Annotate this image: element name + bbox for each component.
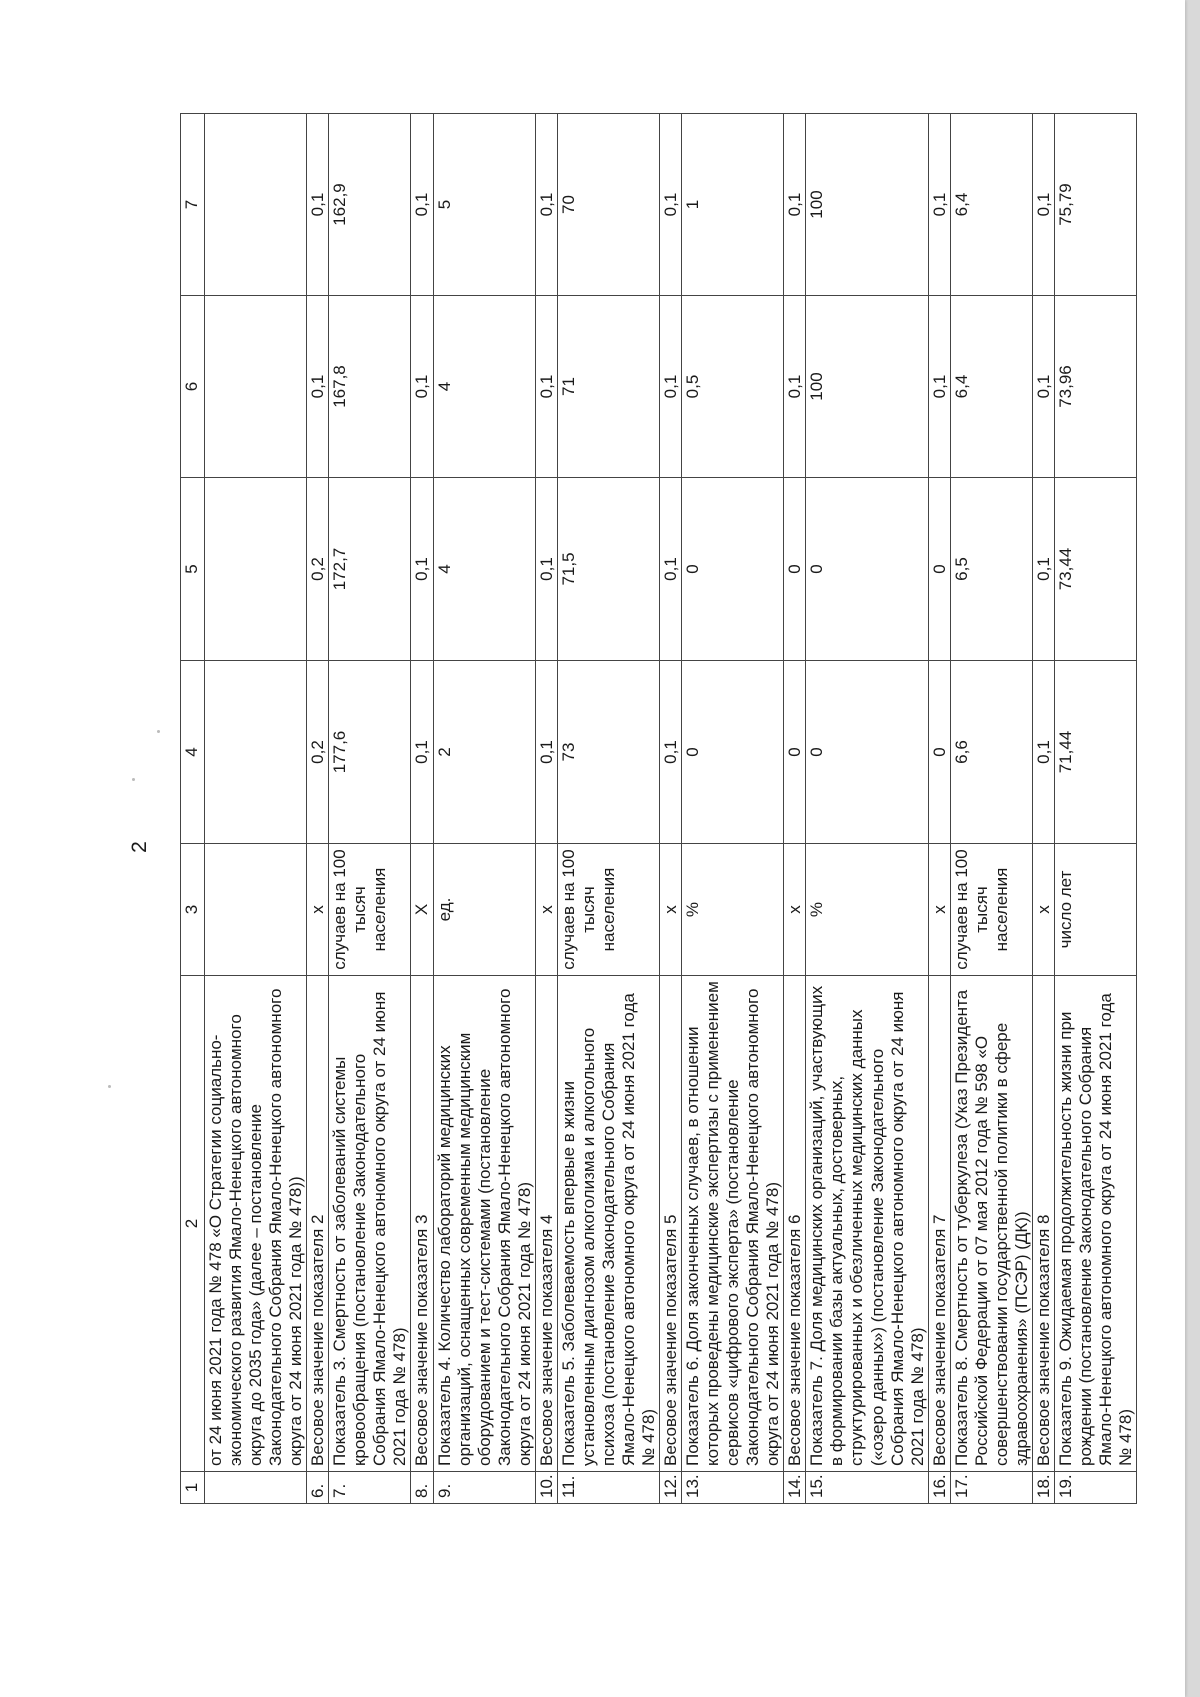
value-cell: 0,1 [784, 114, 806, 296]
table-header-row [181, 114, 205, 1504]
row-number-cell: 19. [1054, 1472, 1136, 1504]
unit-cell: x [660, 844, 682, 976]
indicator-name-cell: Весовое значение показателя 4 [535, 976, 557, 1472]
table-row [784, 114, 806, 1504]
table-row [205, 114, 307, 1504]
value-cell: 0,5 [682, 296, 784, 478]
unit-cell: x [1032, 844, 1054, 976]
value-cell: 4 [433, 478, 535, 661]
value-cell: 71,44 [1054, 661, 1136, 844]
value-cell: 6,5 [950, 478, 1032, 661]
scan-speck [157, 730, 160, 733]
table-row [557, 114, 659, 1504]
indicator-name-cell: Весовое значение показателя 2 [307, 976, 329, 1472]
unit-cell: случаев на 100 тысяч населения [329, 844, 411, 976]
unit-cell: x [928, 844, 950, 976]
table-row [411, 114, 433, 1504]
table-row [535, 114, 557, 1504]
value-cell: 0,1 [535, 114, 557, 296]
value-cell: 0,1 [307, 114, 329, 296]
row-number-cell: 16. [928, 1472, 950, 1504]
indicator-name-cell: Весовое значение показателя 7 [928, 976, 950, 1472]
value-cell: 0,1 [928, 296, 950, 478]
value-cell: 0,1 [1032, 478, 1054, 661]
header-cell: 5 [181, 478, 205, 661]
value-cell: 0,1 [660, 114, 682, 296]
value-cell: 0,1 [411, 296, 433, 478]
table-row [928, 114, 950, 1504]
row-number-cell: 7. [329, 1472, 411, 1504]
value-cell: 0,1 [660, 661, 682, 844]
unit-cell: x [784, 844, 806, 976]
value-cell [205, 661, 307, 844]
value-cell [205, 478, 307, 661]
header-cell: 1 [181, 1472, 205, 1504]
value-cell: 0,1 [1032, 114, 1054, 296]
value-cell [205, 296, 307, 478]
table-row [682, 114, 784, 1504]
value-cell: 0 [682, 478, 784, 661]
value-cell: 73 [557, 661, 659, 844]
unit-cell: x [307, 844, 329, 976]
value-cell: 0 [806, 478, 928, 661]
table-row [433, 114, 535, 1504]
value-cell: 0 [682, 661, 784, 844]
indicator-name-cell: Весовое значение показателя 3 [411, 976, 433, 1472]
header-cell: 6 [181, 296, 205, 478]
indicator-name-cell: Показатель 4. Количество лабораторий медицинских организаций, оснащенных современным медицинским оборудованием и тест-системами (постановление Законодательного Собрания Ямало-Ненецкого автономного округа от 24 июня 2021 года № 478) [433, 976, 535, 1472]
table-row [307, 114, 329, 1504]
unit-cell: число лет [1054, 844, 1136, 976]
value-cell: 0,2 [307, 478, 329, 661]
value-cell: 0,1 [660, 478, 682, 661]
row-number-cell: 6. [307, 1472, 329, 1504]
value-cell: 0,1 [535, 661, 557, 844]
value-cell: 0 [784, 661, 806, 844]
row-number-cell: 8. [411, 1472, 433, 1504]
value-cell: 172,7 [329, 478, 411, 661]
unit-cell: ед. [433, 844, 535, 976]
value-cell: 6,4 [950, 296, 1032, 478]
value-cell: 0,1 [928, 114, 950, 296]
indicator-name-cell: от 24 июня 2021 года № 478 «О Стратегии социально-экономического развития Ямало-Ненецкого автономного округа до 2035 года» (далее – постановление Законодательного Собрания Ямало-Ненецкого автономного округа от 24 июня 2021 года № 478)) [205, 976, 307, 1472]
header-cell: 7 [181, 114, 205, 296]
value-cell: 0,1 [660, 296, 682, 478]
value-cell: 0,2 [307, 661, 329, 844]
unit-cell [205, 844, 307, 976]
unit-cell: случаев на 100 тысяч населения [950, 844, 1032, 976]
value-cell: 0,1 [535, 478, 557, 661]
table-row [660, 114, 682, 1504]
indicator-name-cell: Показатель 9. Ожидаемая продолжительность жизни при рождении (постановление Законодательного Собрания Ямало-Ненецкого автономного округа от 24 июня 2021 года № 478) [1054, 976, 1136, 1472]
value-cell: 1 [682, 114, 784, 296]
value-cell: 0 [784, 478, 806, 661]
value-cell: 0,1 [411, 661, 433, 844]
value-cell: 4 [433, 296, 535, 478]
value-cell: 100 [806, 296, 928, 478]
header-cell: 2 [181, 976, 205, 1472]
indicator-name-cell: Весовое значение показателя 8 [1032, 976, 1054, 1472]
row-number-cell: 18. [1032, 1472, 1054, 1504]
unit-cell: % [682, 844, 784, 976]
header-cell: 4 [181, 661, 205, 844]
indicator-name-cell: Весовое значение показателя 6 [784, 976, 806, 1472]
table-row [1032, 114, 1054, 1504]
value-cell: 6,6 [950, 661, 1032, 844]
row-number-cell: 13. [682, 1472, 784, 1504]
value-cell: 2 [433, 661, 535, 844]
row-number-cell: 11. [557, 1472, 659, 1504]
rotated-table-container [180, 114, 1136, 1504]
row-number-cell: 14. [784, 1472, 806, 1504]
unit-cell: x [535, 844, 557, 976]
table-row [1054, 114, 1136, 1504]
indicator-name-cell: Показатель 8. Смертность от туберкулеза (Указ Президента Российской Федерации от 07 мая 2012 года № 598 «О совершенствовании государственной политики в сфере здравоохранения» (ПСЭР) (ДК)) [950, 976, 1032, 1472]
header-cell: 3 [181, 844, 205, 976]
indicator-name-cell: Показатель 7. Доля медицинских организаций, участвующих в формировании базы актуальных, достоверных, структурированных и обезличенных медицинских данных («озеро данных») (постановление Законодательного Собрания Ямало-Ненецкого автономного округа от 24 июня 2021 года № 478) [806, 976, 928, 1472]
value-cell: 0,1 [411, 478, 433, 661]
table-body [181, 114, 1137, 1504]
row-number-cell: 17. [950, 1472, 1032, 1504]
value-cell: 73,96 [1054, 296, 1136, 478]
value-cell [205, 114, 307, 296]
indicators-table [180, 113, 1137, 1504]
value-cell: 75,79 [1054, 114, 1136, 296]
value-cell: 177,6 [329, 661, 411, 844]
value-cell: 162,9 [329, 114, 411, 296]
indicator-name-cell: Показатель 5. Заболеваемость впервые в жизни установленным диагнозом алкоголизма и алкогольного психоза (постановление Законодательного Собрания Ямало-Ненецкого автономного округа от 24 июня 2021 года № 478) [557, 976, 659, 1472]
row-number-cell: 10. [535, 1472, 557, 1504]
value-cell: 0,1 [1032, 661, 1054, 844]
value-cell: 6,4 [950, 114, 1032, 296]
value-cell: 70 [557, 114, 659, 296]
value-cell: 100 [806, 114, 928, 296]
value-cell: 0 [928, 478, 950, 661]
unit-cell: % [806, 844, 928, 976]
page-number: 2 [128, 841, 151, 853]
value-cell: 0,1 [535, 296, 557, 478]
table-row [806, 114, 928, 1504]
table-row [329, 114, 411, 1504]
indicator-name-cell: Весовое значение показателя 5 [660, 976, 682, 1472]
table-row [950, 114, 1032, 1504]
unit-cell: X [411, 844, 433, 976]
value-cell: 73,44 [1054, 478, 1136, 661]
row-number-cell [205, 1472, 307, 1504]
scan-speck [132, 778, 135, 781]
indicator-name-cell: Показатель 6. Доля законченных случаев, в отношении которых проведены медицинские экспертизы с применением сервисов «цифрового эксперта» (постановление Законодательного Собрания Ямало-Ненецкого автономного округа от 24 июня 2021 года № 478) [682, 976, 784, 1472]
row-number-cell: 12. [660, 1472, 682, 1504]
unit-cell: случаев на 100 тысяч населения [557, 844, 659, 976]
row-number-cell: 15. [806, 1472, 928, 1504]
value-cell: 167,8 [329, 296, 411, 478]
value-cell: 0,1 [307, 296, 329, 478]
value-cell: 0,1 [411, 114, 433, 296]
value-cell: 5 [433, 114, 535, 296]
value-cell: 0 [806, 661, 928, 844]
row-number-cell: 9. [433, 1472, 535, 1504]
indicator-name-cell: Показатель 3. Смертность от заболеваний системы кровообращения (постановление Законодательного Собрания Ямало-Ненецкого автономного округа от 24 июня 2021 года № 478) [329, 976, 411, 1472]
value-cell: 0,1 [784, 296, 806, 478]
value-cell: 71,5 [557, 478, 659, 661]
scan-speck [108, 1085, 111, 1088]
value-cell: 71 [557, 296, 659, 478]
value-cell: 0 [928, 661, 950, 844]
value-cell: 0,1 [1032, 296, 1054, 478]
